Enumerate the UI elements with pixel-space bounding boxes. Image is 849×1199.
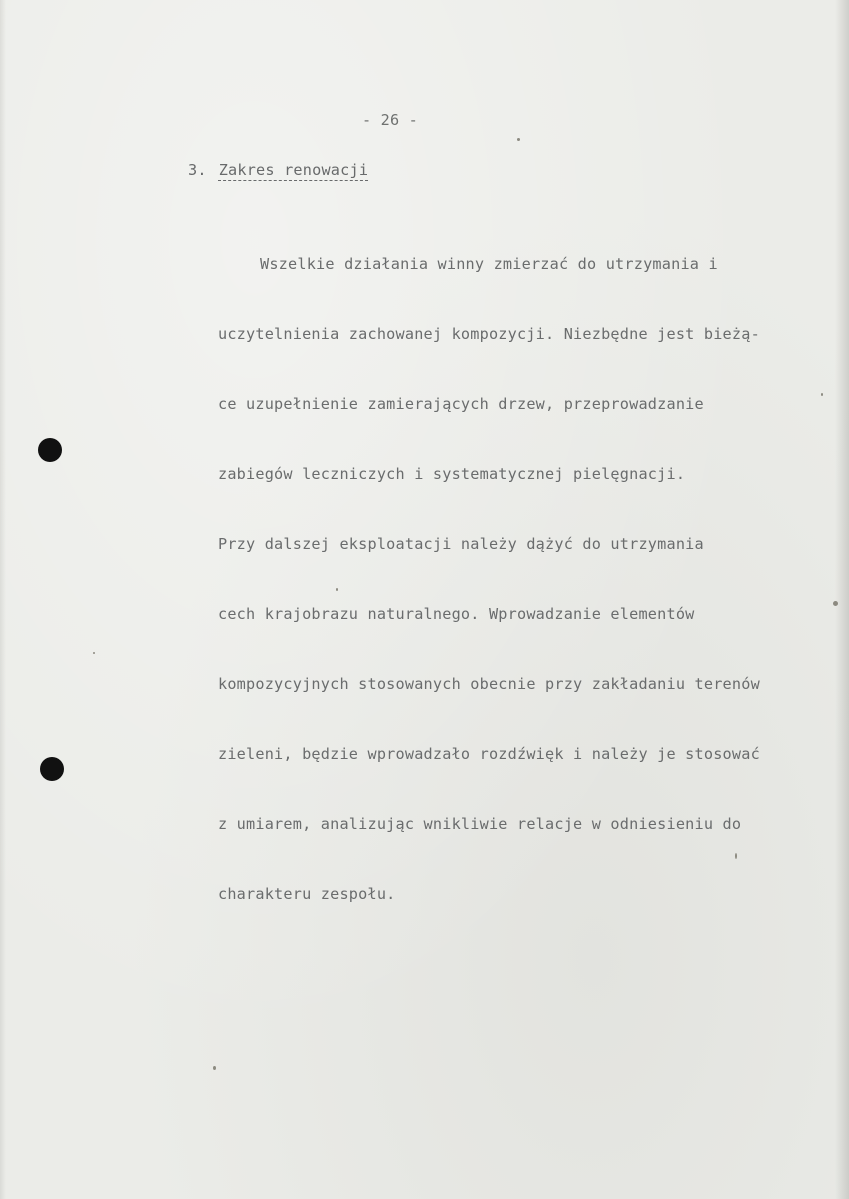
paragraph-line: ce uzupełnienie zamierających drzew, przeprowadzanie: [218, 395, 704, 413]
paragraph-line: charakteru zespołu.: [218, 885, 396, 903]
paper-speck: [517, 138, 520, 141]
punch-hole: [38, 438, 62, 462]
paragraph-line: kompozycyjnych stosowanych obecnie przy zakładaniu terenów: [218, 675, 760, 693]
paper-speck: [213, 1066, 216, 1070]
paragraph-line: z umiarem, analizując wnikliwie relacje w odniesieniu do: [218, 815, 742, 833]
paragraph-line: cech krajobrazu naturalnego. Wprowadzanie elementów: [218, 605, 695, 623]
paper-speck: [93, 652, 95, 654]
paper-speck: [735, 853, 737, 859]
page-edge-left: [0, 0, 6, 1199]
page-number: - 26 -: [361, 111, 419, 129]
paper-speck: [833, 601, 838, 606]
paragraph-line: zabiegów leczniczych i systematycznej pielęgnacji.: [218, 465, 686, 483]
punch-hole: [40, 757, 64, 781]
paragraph-line: zieleni, będzie wprowadzało rozdźwięk i należy je stosować: [218, 745, 760, 763]
section-heading: [188, 161, 368, 179]
section-number: 3.: [188, 161, 207, 179]
paper-speck: [821, 393, 823, 396]
paragraph-line: uczytelnienia zachowanej kompozycji. Niezbędne jest bieżą-: [218, 325, 760, 343]
body-paragraph: [218, 211, 843, 947]
paragraph-line: Przy dalszej eksploatacji należy dążyć do utrzymania: [218, 535, 704, 553]
section-title: Zakres renowacji: [218, 161, 369, 179]
paragraph-line: Wszelkie działania winny zmierzać do utrzymania i: [260, 255, 718, 273]
paper-speck: [336, 588, 338, 591]
